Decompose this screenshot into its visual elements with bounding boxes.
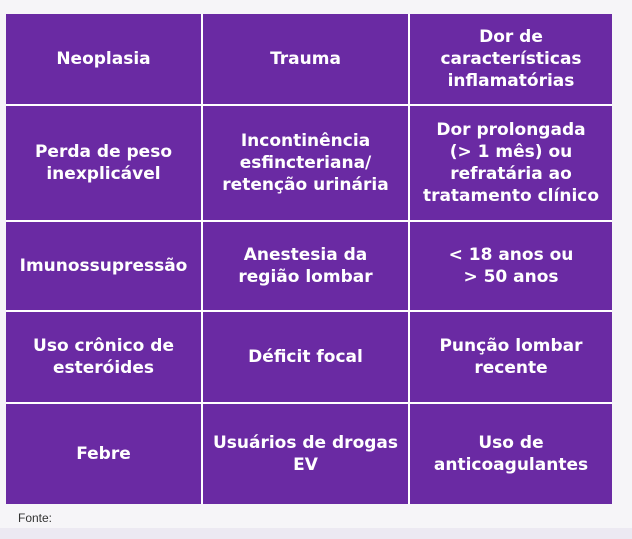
- table-cell: Febre: [6, 404, 203, 504]
- table-cell: Usuários de drogas EV: [203, 404, 410, 504]
- table-cell: Punção lombar recente: [410, 312, 612, 404]
- source-label: Fonte:: [18, 511, 53, 525]
- table-cell: Incontinência esfincteriana/ retenção urinária: [203, 106, 410, 222]
- table-cell: Déficit focal: [203, 312, 410, 404]
- table-cell: Imunossupressão: [6, 222, 203, 312]
- table-cell: Dor prolongada (> 1 mês) ou refratária ao tratamento clínico: [410, 106, 612, 222]
- bottom-bar: [0, 528, 632, 539]
- table-cell: Anestesia da região lombar: [203, 222, 410, 312]
- red-flags-table: [6, 14, 612, 504]
- table-cell: Trauma: [203, 14, 410, 106]
- table-cell: Perda de peso inexplicável: [6, 106, 203, 222]
- table-cell: Uso de anticoagulantes: [410, 404, 612, 504]
- table-cell: < 18 anos ou > 50 anos: [410, 222, 612, 312]
- table-cell: Neoplasia: [6, 14, 203, 106]
- table-cell: Dor de características inflamatórias: [410, 14, 612, 106]
- table-cell: Uso crônico de esteróides: [6, 312, 203, 404]
